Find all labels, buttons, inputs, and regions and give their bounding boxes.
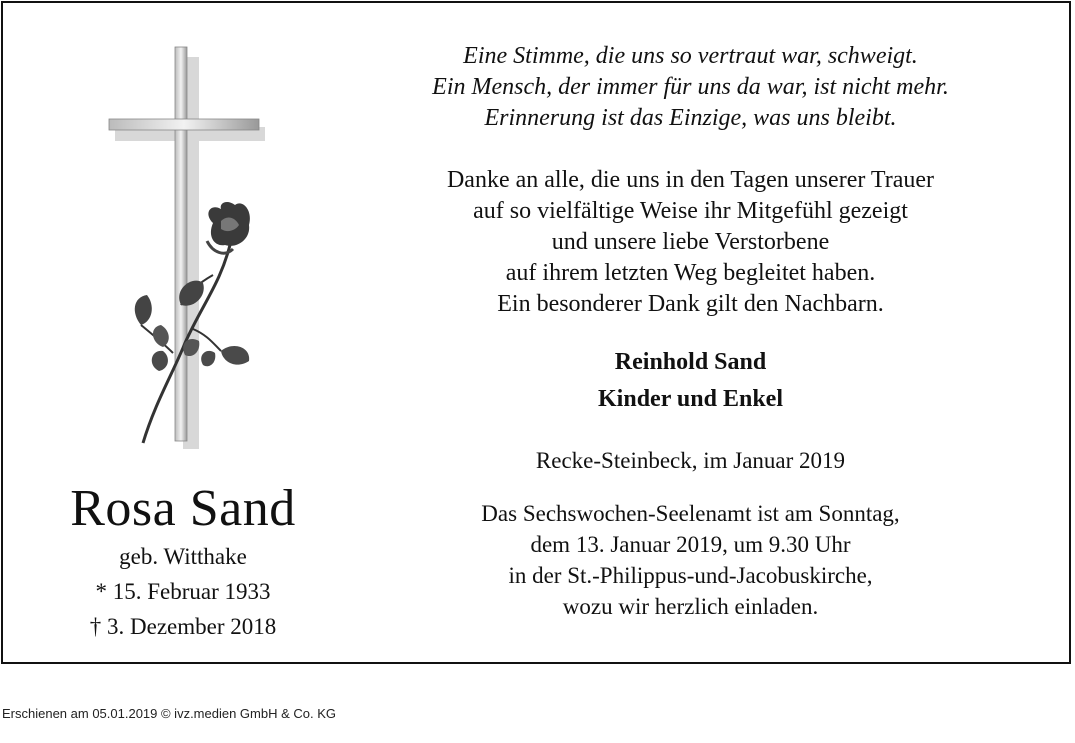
death-date: † 3. Dezember 2018	[89, 614, 277, 639]
poem-line: Eine Stimme, die uns so vertraut war, schweigt.	[463, 43, 918, 69]
publication-footer: Erschienen am 05.01.2019 © ivz.medien GmbH & Co. KG	[2, 706, 337, 721]
thanks-line: Ein besonderer Dank gilt den Nachbarn.	[497, 291, 884, 317]
notice-text	[363, 41, 1018, 622]
family-signature	[363, 344, 1018, 418]
birth-date: * 15. Februar 1933	[95, 579, 271, 604]
family-line: Reinhold Sand	[614, 349, 767, 375]
service-announcement	[363, 498, 1018, 622]
obituary-notice	[1, 1, 1071, 664]
maiden-name: geb. Witthake	[119, 544, 247, 569]
service-line: wozu wir herzlich einladen.	[562, 594, 819, 619]
service-line: dem 13. Januar 2019, um 9.30 Uhr	[530, 532, 851, 557]
deceased-name: Rosa Sand	[70, 480, 296, 537]
thanks-line: auf ihrem letzten Weg begleitet haben.	[505, 260, 876, 286]
poem-line: Erinnerung ist das Einzige, was uns bleibt.	[484, 105, 897, 131]
place-date: Recke-Steinbeck, im Januar 2019	[535, 448, 846, 473]
thanks-text	[363, 165, 1018, 320]
deceased-block	[33, 479, 333, 644]
service-line: Das Sechswochen-Seelenamt ist am Sonntag,	[481, 501, 900, 526]
poem-line: Ein Mensch, der immer für uns da war, ist nicht mehr.	[432, 74, 949, 100]
poem	[363, 41, 1018, 134]
thanks-line: Danke an alle, die uns in den Tagen unserer Trauer	[446, 167, 935, 193]
cross-with-rose-icon	[103, 43, 273, 453]
family-line: Kinder und Enkel	[598, 386, 783, 412]
service-line: in der St.-Philippus-und-Jacobuskirche,	[508, 563, 873, 588]
thanks-line: auf so vielfältige Weise ihr Mitgefühl gezeigt	[473, 198, 908, 224]
thanks-line: und unsere liebe Verstorbene	[551, 229, 830, 255]
